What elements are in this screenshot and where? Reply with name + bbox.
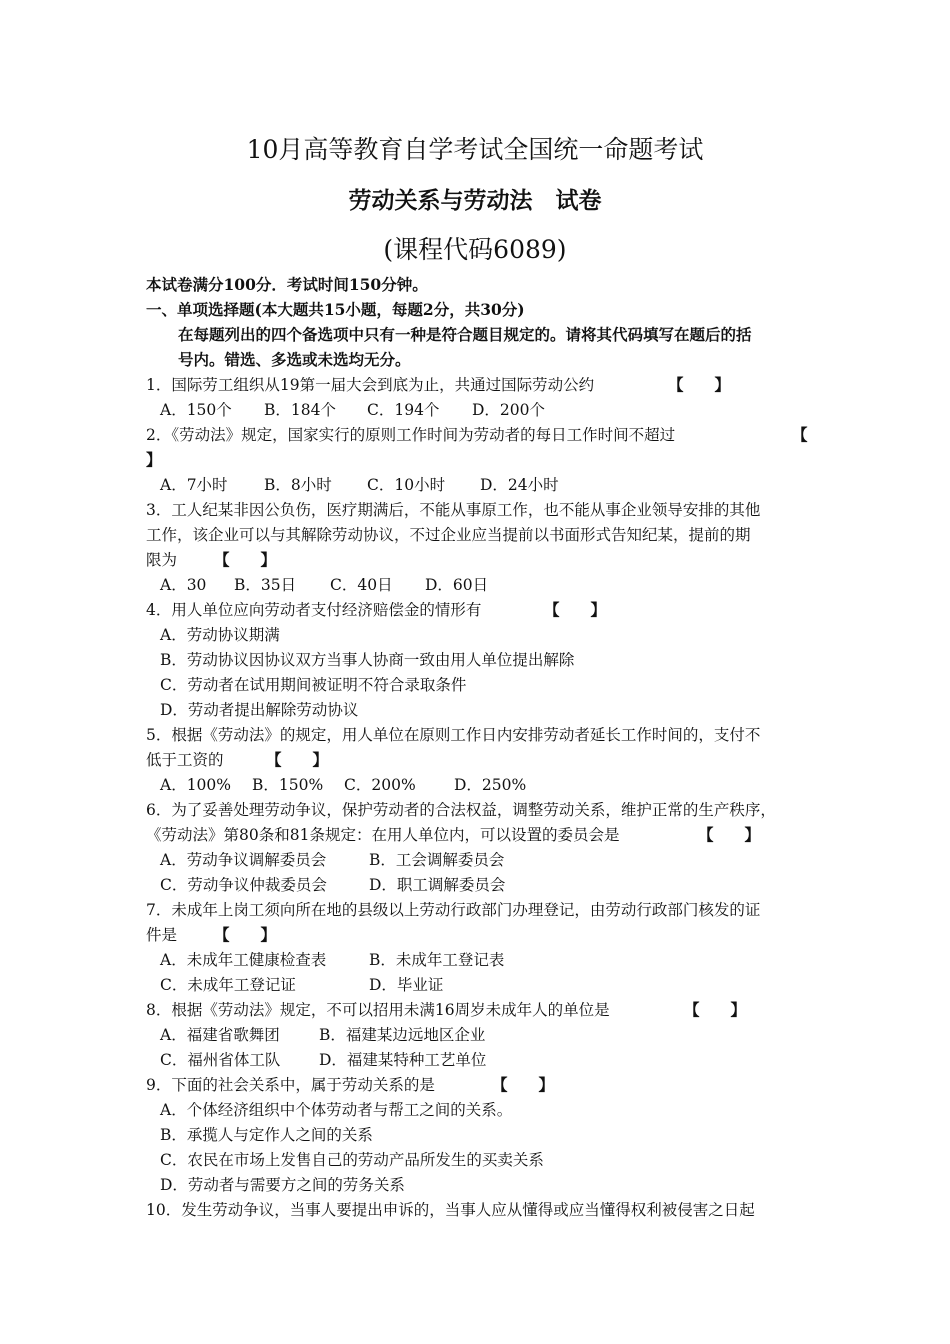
question-9-option-b: B．承揽人与定作人之间的关系 bbox=[160, 1126, 373, 1144]
instructions-line-2: 号内。错选、多选或未选均无分。 bbox=[178, 350, 411, 369]
question-5-line-2: 低于工资的 bbox=[146, 751, 224, 769]
question-6-option-b: B．工会调解委员会 bbox=[369, 851, 505, 869]
exam-note: 本试卷满分100分．考试时间150分钟。 bbox=[146, 275, 428, 294]
question-5-option-d: D．250% bbox=[454, 776, 527, 794]
question-6-option-c: C．劳动争议仲裁委员会 bbox=[160, 876, 327, 894]
question-8-option-c: C．福州省体工队 bbox=[160, 1051, 281, 1069]
question-3-line-1: 3．工人纪某非因公负伤，医疗期满后，不能从事原工作，也不能从事企业领导安排的其他 bbox=[146, 501, 761, 519]
question-3-option-c: C．40日 bbox=[330, 576, 393, 594]
question-9-option-c: C．农民在市场上发售自己的劳动产品所发生的买卖关系 bbox=[160, 1151, 544, 1169]
question-6-line-1: 6．为了妥善处理劳动争议，保护劳动者的合法权益，调整劳动关系，维护正常的生产秩序， bbox=[146, 801, 776, 819]
question-4-option-d: D．劳动者提出解除劳动协议 bbox=[160, 701, 359, 719]
question-7-option-c: C．未成年工登记证 bbox=[160, 976, 296, 994]
question-7-line-2: 件是 bbox=[146, 926, 178, 944]
question-6-option-d: D．职工调解委员会 bbox=[369, 876, 506, 894]
question-6-option-a: A．劳动争议调解委员会 bbox=[160, 851, 327, 869]
question-4-blank: 【 】 bbox=[544, 600, 607, 619]
question-3-option-a: A．30 bbox=[160, 576, 207, 594]
question-8-stem: 8．根据《劳动法》规定，不可以招用未满16周岁未成年人的单位是 bbox=[146, 1001, 610, 1019]
question-9-option-d: D．劳动者与需要方之间的劳务关系 bbox=[160, 1176, 405, 1194]
question-1-option-c: C．194个 bbox=[367, 401, 440, 419]
question-1-stem: 1．国际劳工组织从19第一届大会到底为止，共通过国际劳动公约 bbox=[146, 376, 595, 394]
question-2-stem: 2．《劳动法》规定，国家实行的原则工作时间为劳动者的每日工作时间不超过 bbox=[146, 426, 676, 444]
question-9-blank: 【 】 bbox=[492, 1075, 555, 1094]
question-3-line-2: 工作，该企业可以与其解除劳动协议，不过企业应当提前以书面形式告知纪某，提前的期 bbox=[146, 526, 751, 544]
question-2-option-b: B．8小时 bbox=[264, 476, 332, 494]
question-8-option-a: A．福建省歌舞团 bbox=[160, 1026, 280, 1044]
section-heading: 一、单项选择题(本大题共15小题，每题2分，共30分) bbox=[146, 300, 525, 319]
question-5-option-c: C．200% bbox=[344, 776, 416, 794]
question-1-option-d: D．200个 bbox=[472, 401, 546, 419]
paper-title: 劳动关系与劳动法 试卷 bbox=[348, 187, 602, 214]
question-3-option-b: B．35日 bbox=[234, 576, 297, 594]
question-3-option-d: D．60日 bbox=[425, 576, 489, 594]
exam-title: 10月高等教育自学考试全国统一命题考试 bbox=[246, 135, 704, 164]
question-1-blank: 【 】 bbox=[668, 375, 731, 394]
question-5-option-a: A．100% bbox=[160, 776, 232, 794]
question-3-blank: 【 】 bbox=[214, 550, 277, 569]
question-1-option-b: B．184个 bbox=[264, 401, 336, 419]
question-3-line-3: 限为 bbox=[146, 551, 178, 569]
question-7-line-1: 7．未成年上岗工须向所在地的县级以上劳动行政部门办理登记，由劳动行政部门核发的证 bbox=[146, 901, 761, 919]
question-2-option-a: A．7小时 bbox=[160, 476, 228, 494]
question-8-blank: 【 】 bbox=[684, 1000, 747, 1019]
question-2-option-c: C．10小时 bbox=[367, 476, 446, 494]
question-2-blank-close: 】 bbox=[146, 450, 162, 469]
question-6-line-2: 《劳动法》第80条和81条规定：在用人单位内，可以设置的委员会是 bbox=[146, 826, 620, 844]
instructions-line-1: 在每题列出的四个备选项中只有一种是符合题目规定的。请将其代码填写在题后的括 bbox=[178, 325, 752, 344]
question-7-option-d: D．毕业证 bbox=[369, 976, 444, 994]
question-10-line-1: 10．发生劳动争议，当事人要提出申诉的，当事人应从懂得或应当懂得权利被侵害之日起 bbox=[146, 1201, 755, 1219]
question-4-option-a: A．劳动协议期满 bbox=[160, 626, 280, 644]
question-5-line-1: 5．根据《劳动法》的规定，用人单位在原则工作日内安排劳动者延长工作时间的，支付不 bbox=[146, 726, 761, 744]
question-9-option-a: A．个体经济组织中个体劳动者与帮工之间的关系。 bbox=[160, 1101, 513, 1119]
question-4-option-b: B．劳动协议因协议双方当事人协商一致由用人单位提出解除 bbox=[160, 651, 575, 669]
question-6-blank: 【 】 bbox=[698, 825, 761, 844]
question-7-blank: 【 】 bbox=[214, 925, 277, 944]
question-8-option-b: B．福建某边远地区企业 bbox=[319, 1026, 486, 1044]
course-code: (课程代码6089) bbox=[383, 235, 567, 264]
question-7-option-b: B．未成年工登记表 bbox=[369, 951, 505, 969]
question-2-option-d: D．24小时 bbox=[480, 476, 559, 494]
question-8-option-d: D．福建某特种工艺单位 bbox=[319, 1051, 487, 1069]
question-2-blank-open: 【 bbox=[792, 425, 808, 444]
question-5-blank: 【 】 bbox=[266, 750, 329, 769]
question-4-stem: 4．用人单位应向劳动者支付经济赔偿金的情形有 bbox=[146, 601, 482, 619]
question-1-option-a: A．150个 bbox=[160, 401, 232, 419]
question-7-option-a: A．未成年工健康检查表 bbox=[160, 951, 327, 969]
question-9-stem: 9．下面的社会关系中，属于劳动关系的是 bbox=[146, 1076, 435, 1094]
question-5-option-b: B．150% bbox=[252, 776, 324, 794]
question-4-option-c: C．劳动者在试用期间被证明不符合录取条件 bbox=[160, 676, 467, 694]
